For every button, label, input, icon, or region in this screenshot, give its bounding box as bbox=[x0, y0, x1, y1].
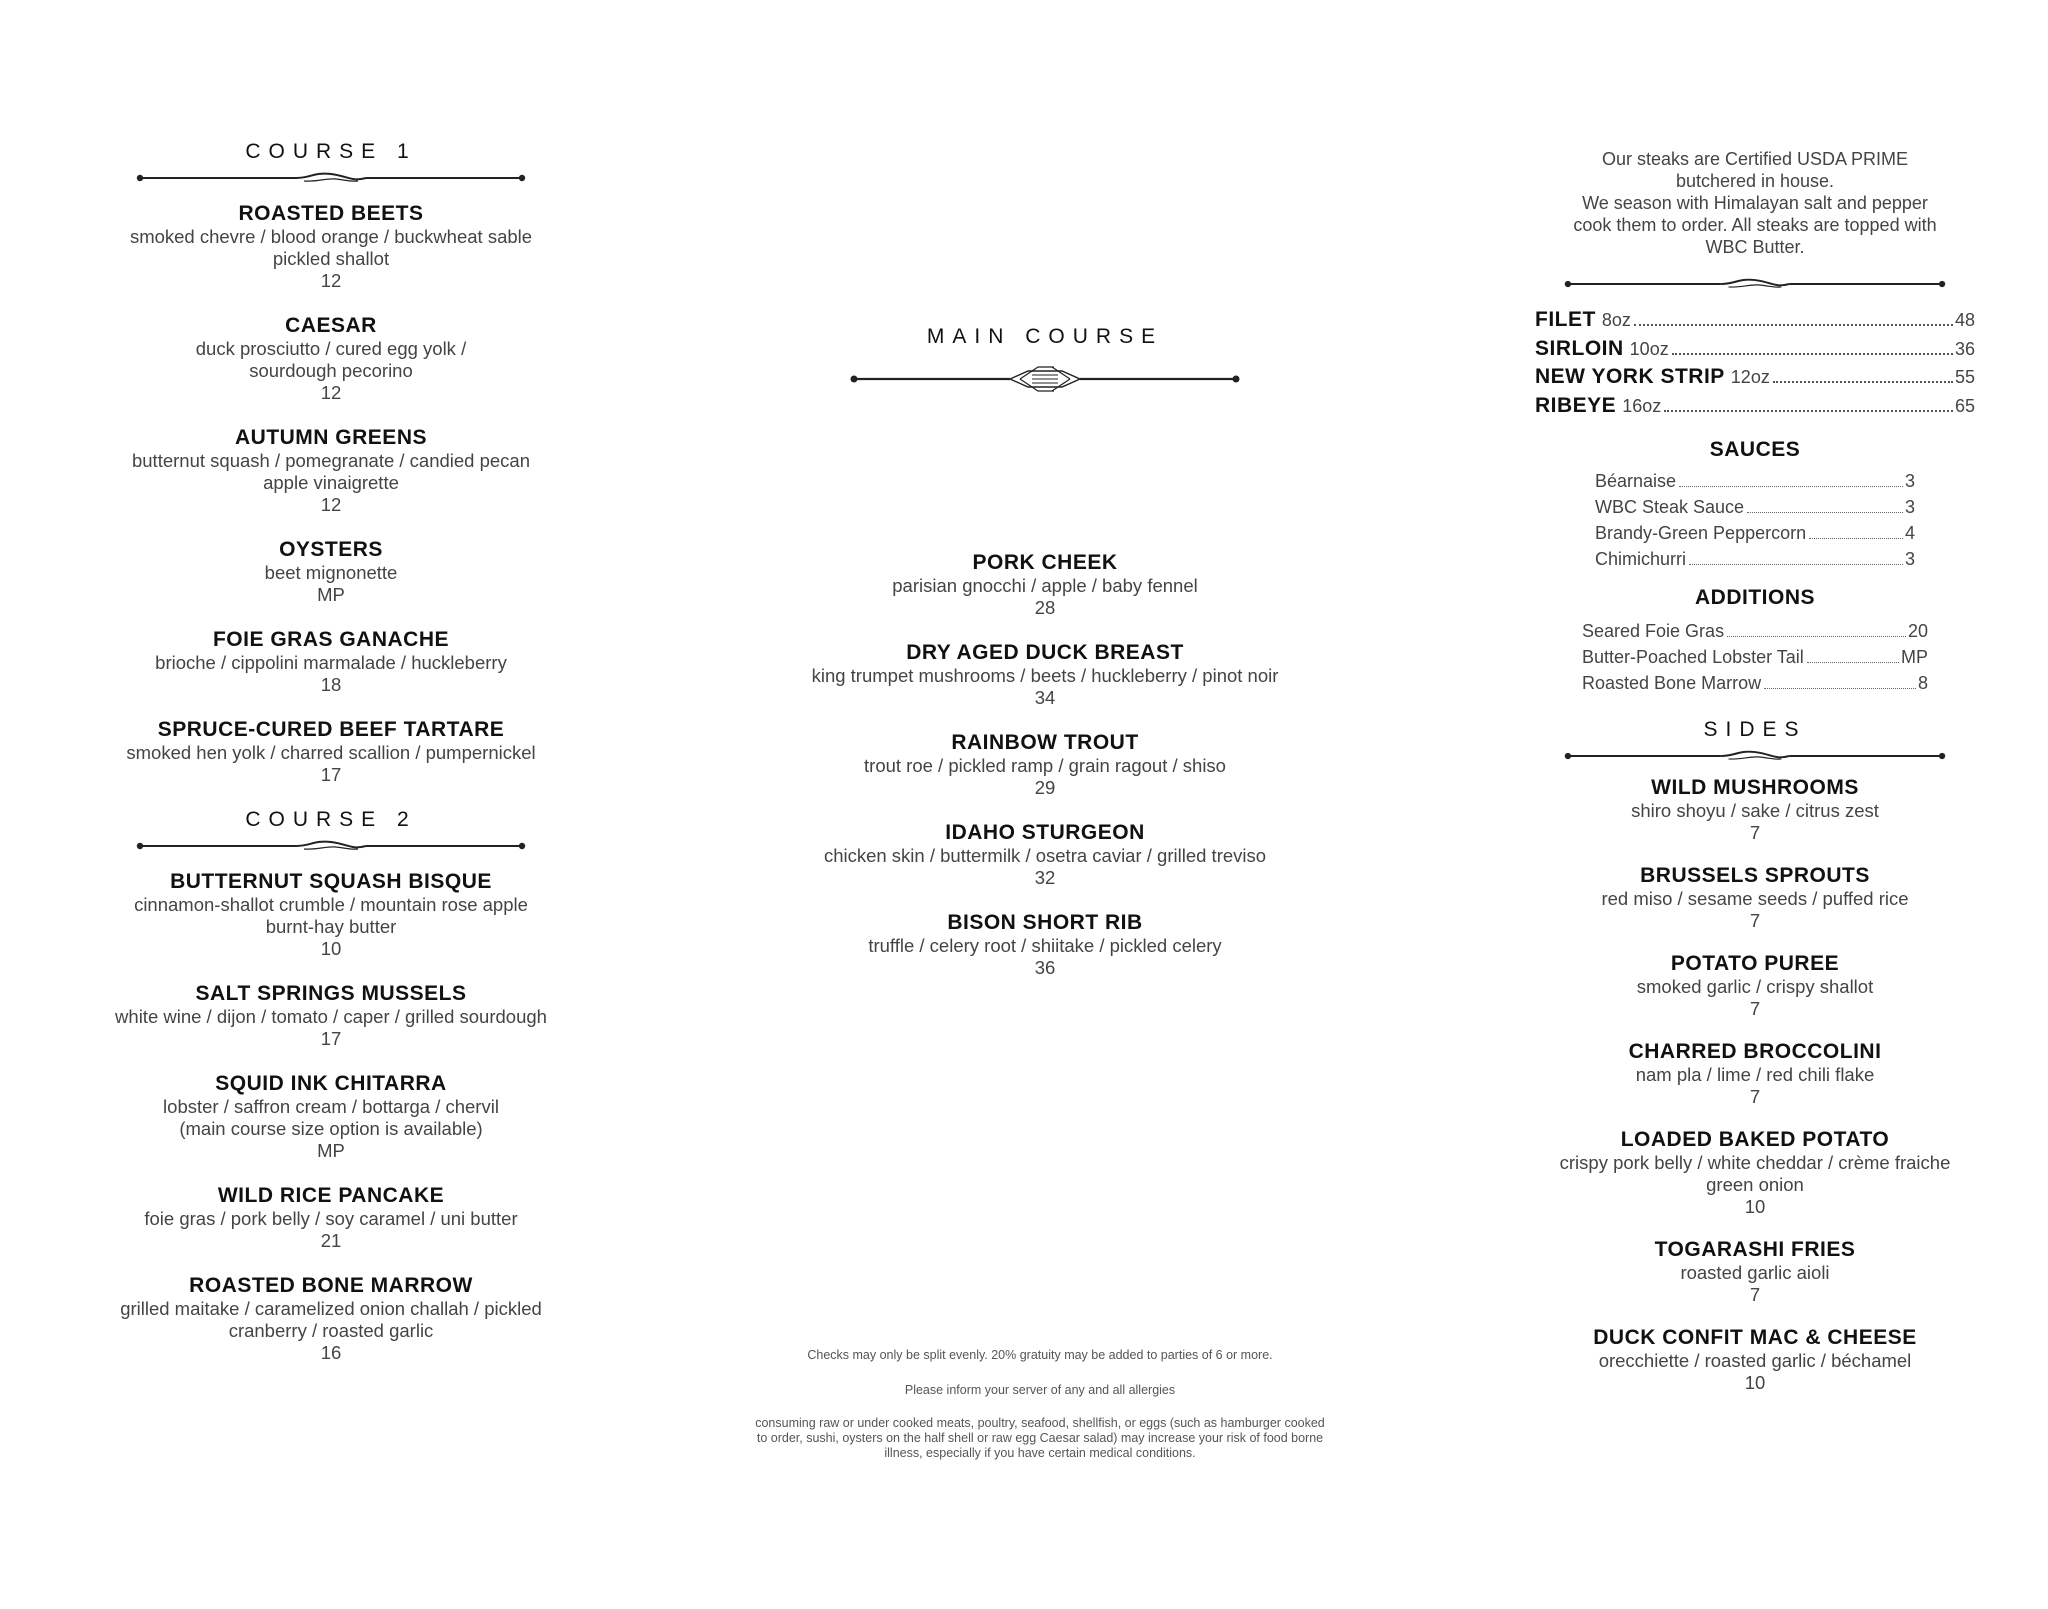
sauce-row-price: 3 bbox=[1904, 497, 1915, 517]
dot-leader bbox=[1773, 381, 1953, 383]
dot-leader bbox=[1664, 410, 1953, 412]
item-description: butternut squash / pomegranate / candied pecan bbox=[131, 450, 531, 471]
course-2-items bbox=[78, 870, 584, 1364]
middle-column bbox=[760, 325, 1330, 979]
item-description: truffle / celery root / shiitake / pickled celery bbox=[868, 935, 1222, 956]
warning-line: consuming raw or under cooked meats, poultry, seafood, shellfish, or eggs (such as hamburger cooked bbox=[755, 1416, 1325, 1430]
item-name: ROASTED BONE MARROW bbox=[189, 1274, 473, 1297]
sauce-row-name: Béarnaise bbox=[1595, 471, 1677, 491]
item-name: ROASTED BEETS bbox=[238, 202, 424, 225]
intro-line: butchered in house. bbox=[1675, 171, 1835, 191]
ornamental-divider bbox=[136, 170, 526, 186]
item-price: MP bbox=[317, 584, 345, 605]
item-price: 17 bbox=[320, 764, 342, 785]
sauce-list bbox=[1595, 468, 1915, 572]
item-name: SPRUCE-CURED BEEF TARTARE bbox=[157, 718, 505, 741]
menu-item bbox=[78, 718, 584, 786]
menu-item bbox=[1520, 1326, 1990, 1394]
menu-item bbox=[1520, 952, 1990, 1020]
steak-size: 10oz bbox=[1629, 338, 1669, 359]
item-description: roasted garlic aioli bbox=[1680, 1262, 1830, 1283]
item-name: SQUID INK CHITARRA bbox=[215, 1072, 447, 1095]
warning-line: illness, especially if you have certain medical conditions. bbox=[884, 1446, 1196, 1460]
dot-leader bbox=[1807, 662, 1899, 663]
steak-row bbox=[1535, 392, 1975, 421]
menu-item bbox=[78, 426, 584, 516]
item-description: smoked chevre / blood orange / buckwheat sable bbox=[129, 226, 533, 247]
steak-row bbox=[1535, 335, 1975, 364]
sauce-row bbox=[1595, 546, 1915, 572]
item-description: cranberry / roasted garlic bbox=[228, 1320, 434, 1341]
item-description: sourdough pecorino bbox=[249, 360, 413, 381]
ornamental-divider bbox=[1564, 748, 1946, 764]
sauce-row-price: 3 bbox=[1904, 471, 1915, 491]
dot-leader bbox=[1809, 538, 1903, 539]
item-name: DRY AGED DUCK BREAST bbox=[906, 641, 1184, 664]
menu-item bbox=[1520, 776, 1990, 844]
item-description: crispy pork belly / white cheddar / crème fraiche bbox=[1559, 1152, 1951, 1173]
item-name: RAINBOW TROUT bbox=[951, 731, 1139, 754]
item-description: chicken skin / buttermilk / osetra caviar / grilled treviso bbox=[823, 845, 1267, 866]
item-description: parisian gnocchi / apple / baby fennel bbox=[892, 575, 1198, 596]
item-description: lobster / saffron cream / bottarga / chervil bbox=[163, 1096, 499, 1117]
item-price: 32 bbox=[1034, 867, 1056, 888]
item-name: PORK CHEEK bbox=[972, 551, 1118, 574]
menu-item bbox=[78, 1072, 584, 1162]
item-price: 21 bbox=[320, 1230, 342, 1251]
item-name: POTATO PUREE bbox=[1670, 952, 1840, 975]
menu-item bbox=[78, 982, 584, 1050]
item-price: 18 bbox=[320, 674, 342, 695]
sauce-row-price: 4 bbox=[1904, 523, 1915, 543]
addition-row bbox=[1582, 618, 1928, 644]
item-description: nam pla / lime / red chili flake bbox=[1635, 1064, 1875, 1085]
sides-title: SIDES bbox=[1703, 718, 1807, 741]
item-price: 7 bbox=[1749, 822, 1761, 843]
dot-leader bbox=[1727, 636, 1906, 637]
steak-intro bbox=[1520, 148, 1990, 258]
menu-footer bbox=[720, 1348, 1360, 1461]
additions-title: ADDITIONS bbox=[1695, 586, 1815, 609]
main-course-title: MAIN COURSE bbox=[926, 325, 1164, 348]
item-description: king trumpet mushrooms / beets / huckleberry / pinot noir bbox=[811, 665, 1279, 686]
steak-size: 8oz bbox=[1601, 310, 1631, 330]
item-price: 10 bbox=[320, 938, 342, 959]
item-name: WILD RICE PANCAKE bbox=[217, 1184, 445, 1207]
ornamental-divider bbox=[136, 838, 526, 854]
item-price: 7 bbox=[1749, 1086, 1761, 1107]
course-1-items bbox=[78, 202, 584, 786]
item-price: 29 bbox=[1034, 777, 1056, 798]
course-1-divider bbox=[78, 170, 584, 186]
addition-row-name: Butter-Poached Lobster Tail bbox=[1582, 647, 1804, 667]
item-name: CHARRED BROCCOLINI bbox=[1628, 1040, 1882, 1063]
item-description: grilled maitake / caramelized onion challah / pickled bbox=[120, 1298, 542, 1319]
item-price: 7 bbox=[1749, 910, 1761, 931]
addition-row-name: Seared Foie Gras bbox=[1582, 621, 1725, 641]
item-price: 10 bbox=[1744, 1372, 1766, 1393]
item-description: foie gras / pork belly / soy caramel / uni butter bbox=[144, 1208, 518, 1229]
item-price: 16 bbox=[320, 1342, 342, 1363]
menu-item bbox=[78, 538, 584, 606]
addition-row-price: MP bbox=[1901, 647, 1928, 667]
menu-item bbox=[760, 911, 1330, 979]
dot-leader bbox=[1747, 512, 1903, 513]
item-description: orecchiette / roasted garlic / béchamel bbox=[1598, 1350, 1912, 1371]
item-price: 12 bbox=[320, 382, 342, 403]
item-price: 12 bbox=[320, 494, 342, 515]
course-2-title: COURSE 2 bbox=[245, 808, 417, 831]
allergy-note: Please inform your server of any and all allergies bbox=[904, 1383, 1176, 1397]
menu-item bbox=[1520, 1040, 1990, 1108]
sauce-row bbox=[1595, 520, 1915, 546]
addition-row-price: 20 bbox=[1907, 621, 1928, 641]
sides-divider bbox=[1520, 748, 1990, 764]
item-name: DUCK CONFIT MAC & CHEESE bbox=[1593, 1326, 1917, 1349]
item-name: BRUSSELS SPROUTS bbox=[1640, 864, 1870, 887]
ornamental-divider bbox=[1564, 276, 1946, 292]
item-name: BUTTERNUT SQUASH BISQUE bbox=[170, 870, 492, 893]
item-description: green onion bbox=[1706, 1174, 1804, 1195]
item-name: LOADED BAKED POTATO bbox=[1620, 1128, 1890, 1151]
sauce-row-name: Brandy-Green Peppercorn bbox=[1595, 523, 1807, 543]
addition-row-price: 8 bbox=[1917, 673, 1928, 693]
menu-item bbox=[78, 1184, 584, 1252]
item-name: SALT SPRINGS MUSSELS bbox=[195, 982, 467, 1005]
menu-item bbox=[78, 870, 584, 960]
item-name: WILD MUSHROOMS bbox=[1651, 776, 1859, 799]
dot-leader bbox=[1634, 324, 1953, 326]
menu-item bbox=[78, 314, 584, 404]
item-price: 17 bbox=[320, 1028, 342, 1049]
steak-name: FILET bbox=[1535, 308, 1596, 331]
steak-list bbox=[1535, 306, 1975, 420]
item-price: 28 bbox=[1034, 597, 1056, 618]
item-description: smoked hen yolk / charred scallion / pumpernickel bbox=[126, 742, 536, 763]
item-price: 7 bbox=[1749, 1284, 1761, 1305]
steak-row bbox=[1535, 306, 1975, 335]
item-description: shiro shoyu / sake / citrus zest bbox=[1631, 800, 1879, 821]
item-name: FOIE GRAS GANACHE bbox=[212, 628, 449, 651]
item-description: brioche / cippolini marmalade / huckleberry bbox=[155, 652, 507, 673]
item-description: (main course size option is available) bbox=[179, 1118, 483, 1139]
right-column bbox=[1520, 148, 1990, 1394]
main-course-items bbox=[760, 551, 1330, 979]
steak-price: 48 bbox=[1954, 310, 1975, 330]
dot-leader bbox=[1689, 564, 1903, 565]
menu-item bbox=[760, 641, 1330, 709]
split-check-note: Checks may only be split evenly. 20% gratuity may be added to parties of 6 or more. bbox=[807, 1348, 1273, 1362]
item-description: cinnamon-shallot crumble / mountain rose apple bbox=[134, 894, 528, 915]
item-name: AUTUMN GREENS bbox=[234, 426, 427, 449]
item-name: BISON SHORT RIB bbox=[947, 911, 1143, 934]
item-description: red miso / sesame seeds / puffed rice bbox=[1601, 888, 1909, 909]
food-safety-warning bbox=[720, 1416, 1360, 1461]
item-description: apple vinaigrette bbox=[263, 472, 399, 493]
item-description: beet mignonette bbox=[264, 562, 398, 583]
menu-item bbox=[1520, 864, 1990, 932]
addition-row-name: Roasted Bone Marrow bbox=[1582, 673, 1762, 693]
sauce-row-name: WBC Steak Sauce bbox=[1595, 497, 1745, 517]
item-name: IDAHO STURGEON bbox=[945, 821, 1145, 844]
menu-item bbox=[78, 1274, 584, 1364]
steak-name: NEW YORK STRIP bbox=[1535, 365, 1725, 388]
course-1-title: COURSE 1 bbox=[245, 140, 417, 163]
steak-divider bbox=[1520, 276, 1990, 292]
menu-item bbox=[78, 628, 584, 696]
menu-item bbox=[1520, 1238, 1990, 1306]
item-description: burnt-hay butter bbox=[265, 916, 397, 937]
steak-name: RIBEYE bbox=[1535, 393, 1617, 417]
steak-size: 12oz bbox=[1730, 367, 1770, 387]
addition-row bbox=[1582, 670, 1928, 696]
sauce-row-name: Chimichurri bbox=[1595, 549, 1687, 569]
item-description: smoked garlic / crispy shallot bbox=[1636, 976, 1874, 997]
item-description: trout roe / pickled ramp / grain ragout / shiso bbox=[864, 755, 1226, 776]
sauce-row bbox=[1595, 468, 1915, 494]
steak-price: 65 bbox=[1954, 395, 1975, 416]
dot-leader bbox=[1679, 486, 1903, 487]
steak-name: SIRLOIN bbox=[1535, 336, 1624, 360]
menu-item bbox=[760, 551, 1330, 619]
steak-price: 55 bbox=[1954, 367, 1975, 387]
menu-item bbox=[78, 202, 584, 292]
menu-item bbox=[760, 731, 1330, 799]
item-name: CAESAR bbox=[285, 314, 377, 337]
left-column bbox=[78, 140, 584, 1364]
steak-row bbox=[1535, 363, 1975, 392]
item-price: 10 bbox=[1744, 1196, 1766, 1217]
item-description: duck prosciutto / cured egg yolk / bbox=[195, 338, 467, 359]
sauces-title: SAUCES bbox=[1709, 438, 1801, 461]
intro-line: We season with Himalayan salt and pepper bbox=[1582, 193, 1928, 213]
menu-item bbox=[760, 821, 1330, 889]
sauce-row-price: 3 bbox=[1904, 549, 1915, 569]
additions-list bbox=[1582, 618, 1928, 696]
item-name: OYSTERS bbox=[279, 538, 383, 561]
item-price: 34 bbox=[1034, 687, 1056, 708]
intro-line: WBC Butter. bbox=[1705, 237, 1805, 257]
dot-leader bbox=[1764, 688, 1916, 689]
item-price: 36 bbox=[1034, 957, 1056, 978]
dot-leader bbox=[1672, 353, 1953, 355]
item-price: 7 bbox=[1749, 998, 1761, 1019]
item-price: 12 bbox=[320, 270, 342, 291]
addition-row bbox=[1582, 644, 1928, 670]
main-course-flourish-divider bbox=[850, 359, 1240, 399]
sauce-row bbox=[1595, 494, 1915, 520]
menu-item bbox=[1520, 1128, 1990, 1218]
course-2-divider bbox=[78, 838, 584, 854]
item-description: white wine / dijon / tomato / caper / grilled sourdough bbox=[115, 1006, 547, 1027]
intro-line: Our steaks are Certified USDA PRIME bbox=[1601, 149, 1909, 169]
intro-line: cook them to order. All steaks are topped with bbox=[1573, 215, 1937, 235]
warning-line: to order, sushi, oysters on the half shell or raw egg Caesar salad) may increase your risk of food borne bbox=[756, 1431, 1324, 1445]
item-name: TOGARASHI FRIES bbox=[1654, 1238, 1856, 1261]
sides-items bbox=[1520, 776, 1990, 1394]
steak-price: 36 bbox=[1954, 338, 1975, 359]
steak-size: 16oz bbox=[1622, 395, 1662, 416]
item-description: pickled shallot bbox=[272, 248, 390, 269]
item-price: MP bbox=[317, 1140, 345, 1161]
